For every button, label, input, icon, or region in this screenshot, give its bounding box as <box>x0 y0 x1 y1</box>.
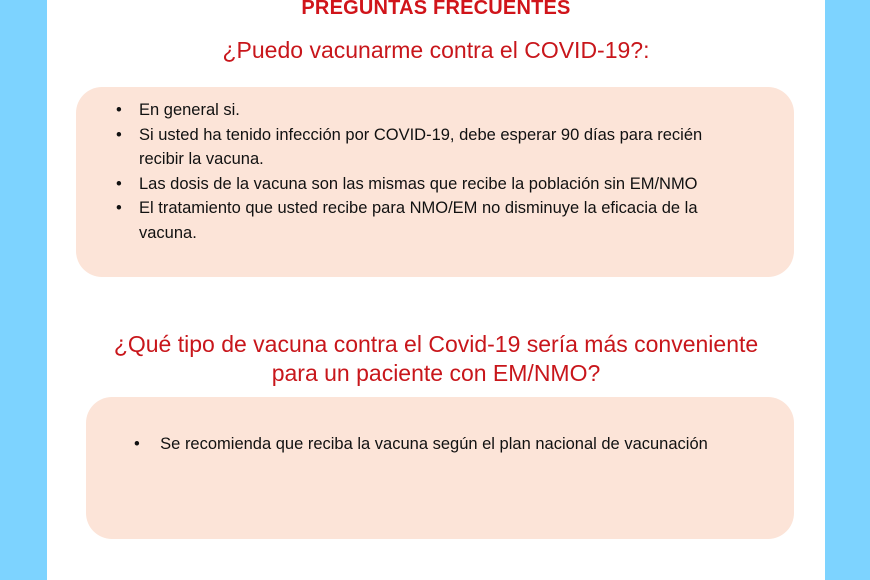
bullet-icon: • <box>116 125 122 144</box>
question-2-line-2: para un paciente con EM/NMO? <box>271 360 601 386</box>
bullet-icon: • <box>116 101 122 119</box>
answer-box-1 <box>76 87 794 277</box>
list-item <box>116 196 736 245</box>
question-2-line-1: ¿Qué tipo de vacuna contra el Covid-19 sería más conveniente <box>113 331 759 357</box>
question-1: ¿Puedo vacunarme contra el COVID-19?: <box>222 37 650 63</box>
question-2 <box>47 330 825 388</box>
answer-text: El tratamiento que usted recibe para NMO/EM no disminuye la eficacia de la vacuna. <box>139 199 698 242</box>
page-title: PREGUNTAS FRECUENTES <box>301 0 571 19</box>
list-item <box>134 431 734 457</box>
bullet-icon: • <box>116 199 122 217</box>
bullet-icon: • <box>116 174 122 193</box>
faq-sheet <box>47 0 825 580</box>
answer-text: Si usted ha tenido infección por COVID-19, debe esperar 90 días para recién recibir la vacuna. <box>139 125 703 168</box>
answer-text: Las dosis de la vacuna son las mismas que recibe la población sin EM/NMO <box>139 174 698 193</box>
answer-list-1 <box>116 98 736 245</box>
answer-box-2 <box>86 397 794 539</box>
list-item <box>116 172 736 197</box>
answer-text: En general si. <box>139 101 240 119</box>
list-item <box>116 123 736 172</box>
list-item <box>116 98 736 123</box>
bullet-icon: • <box>134 435 140 453</box>
answer-text: Se recomienda que reciba la vacuna según el plan nacional de vacunación <box>160 435 708 453</box>
